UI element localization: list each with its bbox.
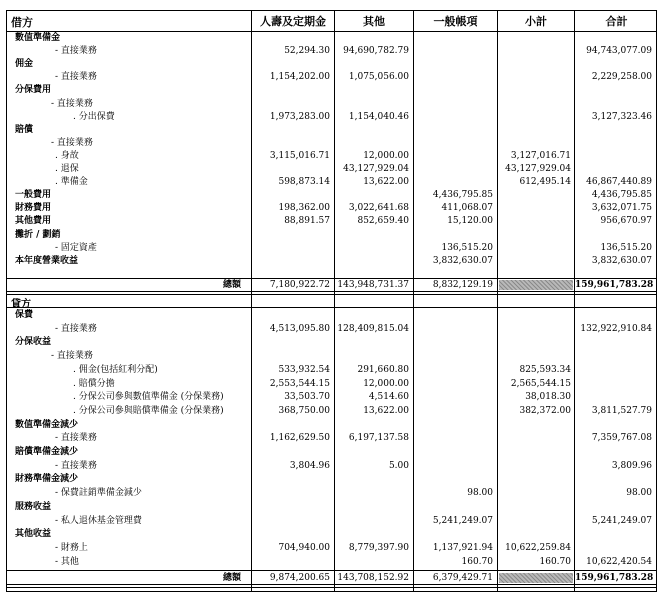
row-label: 攤折 / 劃銷 (15, 229, 61, 240)
table-row (7, 446, 656, 459)
credit-section-label: 貸方 (11, 299, 31, 310)
row-label: . 退保 (55, 164, 79, 174)
cell-life (252, 98, 330, 111)
cell-subtotal: 43,127,929.04 (505, 164, 571, 174)
row-label: 賠償準備金減少 (15, 447, 79, 457)
table-row (7, 487, 656, 500)
cell-total: 3,632,071.75 (591, 203, 652, 214)
cell-total: 10,622,420.54 (586, 556, 652, 567)
row-label: 財務費用 (15, 203, 52, 214)
cell-life (252, 229, 330, 242)
cell-subtotal (498, 515, 571, 528)
cell-subtotal: 612,495.14 (519, 177, 571, 188)
row-label: 分保費用 (15, 85, 52, 96)
table-row (7, 71, 656, 84)
cell-general: 411,068.07 (441, 203, 493, 214)
row-label: 保費 (15, 310, 34, 320)
row-label: - 保費註銷準備金減少 (55, 488, 142, 499)
col-header-subtotal: 小計 (525, 15, 547, 28)
cell-life (252, 309, 330, 322)
cell-total (575, 501, 652, 514)
cell-general (414, 501, 493, 514)
cell-life: 33,503.70 (284, 392, 330, 403)
cell-general (414, 419, 493, 432)
credit-total-subtotal-shading (499, 573, 573, 583)
table-row (7, 542, 656, 555)
table-row (7, 58, 656, 71)
cell-general (414, 432, 493, 445)
cell-general (414, 378, 493, 391)
row-label: - 直接業務 (55, 433, 97, 444)
cell-life: 4,513,095.80 (269, 323, 330, 334)
row-label: 數值準備金 (15, 33, 61, 43)
cell-general (414, 32, 493, 45)
table-row (7, 84, 656, 97)
cell-other (335, 350, 409, 363)
cell-subtotal (498, 124, 571, 137)
cell-life (252, 32, 330, 45)
cell-other (335, 255, 409, 268)
debit-total-label: 總額 (223, 280, 242, 290)
cell-total: 94,743,077.09 (586, 46, 652, 57)
cell-total (575, 58, 652, 71)
cell-life: 368,750.00 (278, 405, 330, 416)
cell-general (414, 473, 493, 486)
debit-section-label: 借方 (11, 16, 33, 29)
cell-other (335, 229, 409, 242)
table-row (7, 378, 656, 391)
cell-life (252, 163, 330, 176)
row-label: - 直接業務 (51, 351, 93, 362)
cell-life (252, 255, 330, 268)
cell-life (252, 446, 330, 459)
cell-life: 3,115,016.71 (269, 150, 330, 161)
credit-total-life: 9,874,200.65 (269, 573, 330, 583)
table-row (7, 419, 656, 432)
cell-other: 3,022,641.68 (348, 203, 409, 214)
table-row (7, 364, 656, 377)
cell-total (575, 32, 652, 45)
cell-subtotal (498, 528, 571, 541)
table-row (7, 215, 656, 228)
cell-general (414, 150, 493, 163)
credit-total-other: 143,708,152.92 (337, 573, 409, 583)
row-label: - 私人退休基金管理費 (55, 515, 142, 526)
cell-subtotal (498, 446, 571, 459)
table-row (7, 137, 656, 150)
cell-total (575, 124, 652, 137)
col-header-other: 其他 (363, 15, 385, 28)
cell-other: 13,622.00 (363, 405, 409, 416)
cell-other (335, 189, 409, 202)
row-label: - 直接業務 (55, 323, 97, 334)
cell-total (575, 528, 652, 541)
cell-life: 2,553,544.15 (269, 378, 330, 389)
debit-total-life: 7,180,922.72 (269, 280, 330, 290)
cell-total: 3,127,323.46 (591, 111, 652, 122)
cell-total (575, 391, 652, 404)
cell-subtotal (498, 45, 571, 58)
cell-other (335, 556, 409, 569)
cell-subtotal (498, 98, 571, 111)
cell-general (414, 364, 493, 377)
row-label: - 財務上 (55, 542, 88, 553)
table-row (7, 32, 656, 45)
row-label: - 其他 (55, 556, 79, 567)
row-label: 財務準備金減少 (15, 474, 79, 485)
cell-subtotal (498, 432, 571, 445)
cell-total: 3,809.96 (611, 460, 652, 471)
cell-total: 46,867,440.89 (586, 177, 652, 188)
table-row (7, 391, 656, 404)
cell-subtotal (498, 336, 571, 349)
row-label: . 分出保費 (73, 111, 115, 122)
cell-other (335, 32, 409, 45)
cell-subtotal (498, 242, 571, 255)
cell-total: 2,229,258.00 (591, 72, 652, 83)
cell-life: 704,940.00 (278, 542, 330, 553)
cell-life (252, 419, 330, 432)
cell-other: 8,779,397.90 (348, 542, 409, 553)
cell-general: 136,515.20 (441, 242, 493, 253)
cell-other (335, 446, 409, 459)
cell-subtotal: 10,622,259.84 (505, 542, 571, 553)
cell-subtotal (498, 111, 571, 124)
row-label: - 直接業務 (51, 98, 93, 109)
cell-other (335, 515, 409, 528)
cell-total: 98.00 (626, 488, 652, 499)
cell-total (575, 378, 652, 391)
row-label: - 直接業務 (51, 137, 93, 148)
cell-subtotal (498, 350, 571, 363)
cell-subtotal: 2,565,544.15 (510, 378, 571, 389)
table-row (7, 124, 656, 137)
cell-total (575, 364, 652, 377)
cell-other: 1,075,056.00 (348, 72, 409, 83)
table-row (7, 323, 656, 336)
cell-subtotal (498, 501, 571, 514)
cell-other (335, 124, 409, 137)
row-label: 其他費用 (15, 216, 52, 227)
cell-other (335, 528, 409, 541)
cell-subtotal (498, 229, 571, 242)
cell-life (252, 515, 330, 528)
row-label: . 賠償分擔 (73, 378, 115, 389)
cell-subtotal (498, 71, 571, 84)
cell-general (414, 350, 493, 363)
col-header-life: 人壽及定期金 (260, 15, 326, 28)
cell-other: 4,514.60 (368, 392, 409, 403)
row-label: . 佣金(包括紅利分配) (73, 364, 158, 375)
row-label: - 直接業務 (55, 46, 97, 57)
cell-life (252, 556, 330, 569)
row-label: 數值準備金減少 (15, 419, 79, 430)
cell-other (335, 473, 409, 486)
table-row (7, 255, 656, 268)
row-label: 賠償 (15, 124, 34, 135)
cell-total: 4,436,795.85 (591, 190, 652, 201)
cell-other (335, 309, 409, 322)
table-row (7, 111, 656, 124)
cell-general (414, 336, 493, 349)
cell-total (575, 229, 652, 242)
row-label: . 分保公司參與賠償準備金 (分保業務) (73, 405, 224, 416)
cell-general: 15,120.00 (447, 216, 493, 227)
table-row (7, 515, 656, 528)
cell-other (335, 242, 409, 255)
credit-total-general: 6,379,429.71 (432, 573, 493, 583)
row-label: 一般費用 (15, 190, 52, 201)
cell-other: 12,000.00 (363, 150, 409, 161)
cell-total: 5,241,249.07 (591, 515, 652, 526)
cell-life: 1,154,202.00 (269, 72, 330, 83)
row-label: . 身故 (55, 150, 79, 161)
table-row (7, 98, 656, 111)
row-label: 其他收益 (15, 529, 52, 540)
table-row (7, 309, 656, 322)
cell-general (414, 229, 493, 242)
cell-total: 956,670.97 (600, 216, 652, 227)
cell-other (335, 84, 409, 97)
cell-life (252, 58, 330, 71)
cell-total (575, 350, 652, 363)
cell-other: 291,660.80 (357, 364, 409, 375)
cell-other: 12,000.00 (363, 378, 409, 389)
cell-general (414, 45, 493, 58)
cell-total: 136,515.20 (600, 242, 652, 253)
cell-subtotal (498, 32, 571, 45)
row-label: . 準備金 (55, 177, 88, 188)
credit-total-label: 總額 (223, 573, 242, 583)
cell-life (252, 137, 330, 150)
cell-subtotal (498, 58, 571, 71)
row-label: - 直接業務 (55, 72, 97, 83)
cell-subtotal (498, 323, 571, 336)
cell-general (414, 137, 493, 150)
cell-other (335, 137, 409, 150)
cell-total (575, 163, 652, 176)
cell-other: 94,690,782.79 (343, 46, 409, 57)
row-label: 服務收益 (15, 501, 52, 512)
cell-other: 6,197,137.58 (348, 433, 409, 444)
cell-other: 5.00 (388, 460, 409, 471)
cell-life (252, 84, 330, 97)
cell-total (575, 419, 652, 432)
row-label: - 直接業務 (55, 460, 97, 471)
debit-total-subtotal-shading (499, 280, 573, 290)
credit-total-grand: 159,961,783.28 (575, 573, 654, 583)
cell-other: 13,622.00 (363, 177, 409, 188)
cell-total (575, 473, 652, 486)
cell-life (252, 242, 330, 255)
cell-total (575, 84, 652, 97)
cell-subtotal (498, 255, 571, 268)
cell-subtotal (498, 309, 571, 322)
cell-total (575, 336, 652, 349)
cell-general (414, 446, 493, 459)
cell-subtotal (498, 460, 571, 473)
table-row (7, 150, 656, 163)
table-row (7, 432, 656, 445)
cell-general (414, 309, 493, 322)
cell-general (414, 460, 493, 473)
table-row (7, 163, 656, 176)
cell-general (414, 98, 493, 111)
table-row (7, 189, 656, 202)
cell-general (414, 58, 493, 71)
cell-subtotal (498, 215, 571, 228)
cell-total: 3,811,527.79 (591, 405, 652, 416)
cell-life: 1,162,629.50 (269, 433, 330, 444)
financial-statement-table (6, 10, 657, 592)
cell-life: 598,873.14 (278, 177, 330, 188)
cell-total (575, 446, 652, 459)
table-row (7, 405, 656, 418)
cell-general: 98.00 (467, 488, 493, 499)
cell-life (252, 487, 330, 500)
cell-life: 198,362.00 (278, 203, 330, 214)
cell-total: 3,832,630.07 (591, 255, 652, 266)
table-row (7, 350, 656, 363)
cell-subtotal (498, 202, 571, 215)
debit-total-general: 8,832,129.19 (432, 280, 493, 290)
cell-life (252, 528, 330, 541)
cell-general (414, 163, 493, 176)
table-row (7, 229, 656, 242)
row-label: 佣金 (15, 59, 34, 70)
cell-other (335, 58, 409, 71)
table-row (7, 528, 656, 541)
cell-general: 4,436,795.85 (432, 190, 493, 201)
table-row (7, 242, 656, 255)
cell-subtotal: 382,372.00 (519, 405, 571, 416)
table-row (7, 202, 656, 215)
cell-subtotal (498, 473, 571, 486)
cell-other (335, 419, 409, 432)
cell-total: 132,922,910.84 (580, 323, 652, 334)
cell-life: 3,804.96 (289, 460, 330, 471)
cell-general (414, 124, 493, 137)
table-row (7, 501, 656, 514)
row-label: - 固定資產 (55, 242, 97, 253)
cell-subtotal (498, 487, 571, 500)
table-row (7, 176, 656, 189)
cell-subtotal (498, 419, 571, 432)
cell-subtotal (498, 137, 571, 150)
cell-subtotal: 825,593.34 (519, 364, 571, 375)
cell-general: 5,241,249.07 (432, 515, 493, 526)
cell-life (252, 189, 330, 202)
cell-other (335, 336, 409, 349)
cell-general (414, 391, 493, 404)
cell-general: 160.70 (461, 556, 493, 567)
cell-other: 43,127,929.04 (343, 164, 409, 174)
table-row (7, 336, 656, 349)
cell-other: 852,659.40 (357, 216, 409, 227)
cell-total (575, 137, 652, 150)
table-row (7, 556, 656, 569)
cell-total (575, 309, 652, 322)
cell-other: 128,409,815.04 (337, 323, 409, 334)
cell-other (335, 487, 409, 500)
cell-subtotal (498, 84, 571, 97)
row-label: 本年度營業收益 (15, 255, 79, 266)
cell-total (575, 150, 652, 163)
cell-life (252, 473, 330, 486)
cell-life: 533,932.54 (278, 364, 330, 375)
cell-general (414, 111, 493, 124)
cell-general (414, 71, 493, 84)
cell-other (335, 501, 409, 514)
cell-total: 7,359,767.08 (591, 433, 652, 444)
cell-general (414, 528, 493, 541)
cell-total (575, 98, 652, 111)
cell-general: 3,832,630.07 (432, 255, 493, 266)
cell-subtotal: 38,018.30 (525, 392, 571, 403)
cell-life (252, 124, 330, 137)
cell-general (414, 176, 493, 189)
cell-subtotal (498, 189, 571, 202)
cell-life (252, 336, 330, 349)
row-label: . 分保公司參與數值準備金 (分保業務) (73, 392, 224, 403)
cell-life: 52,294.30 (284, 46, 330, 57)
debit-total-grand: 159,961,783.28 (575, 280, 654, 290)
cell-other: 1,154,040.46 (348, 111, 409, 122)
col-header-general: 一般帳項 (433, 15, 478, 28)
cell-life (252, 501, 330, 514)
cell-life: 1,973,283.00 (269, 111, 330, 122)
cell-general (414, 323, 493, 336)
debit-total-other: 143,948,731.37 (337, 280, 409, 290)
table-row (7, 473, 656, 486)
cell-life (252, 350, 330, 363)
cell-general (414, 84, 493, 97)
cell-other (335, 98, 409, 111)
table-row (7, 460, 656, 473)
table-row (7, 45, 656, 58)
cell-subtotal: 160.70 (539, 556, 571, 567)
row-label: 分保收益 (15, 337, 52, 348)
col-header-total: 合計 (605, 15, 628, 28)
cell-general (414, 405, 493, 418)
cell-total (575, 542, 652, 555)
cell-life: 88,891.57 (284, 216, 330, 227)
cell-general: 1,137,921.94 (432, 542, 493, 553)
cell-subtotal: 3,127,016.71 (510, 150, 571, 161)
